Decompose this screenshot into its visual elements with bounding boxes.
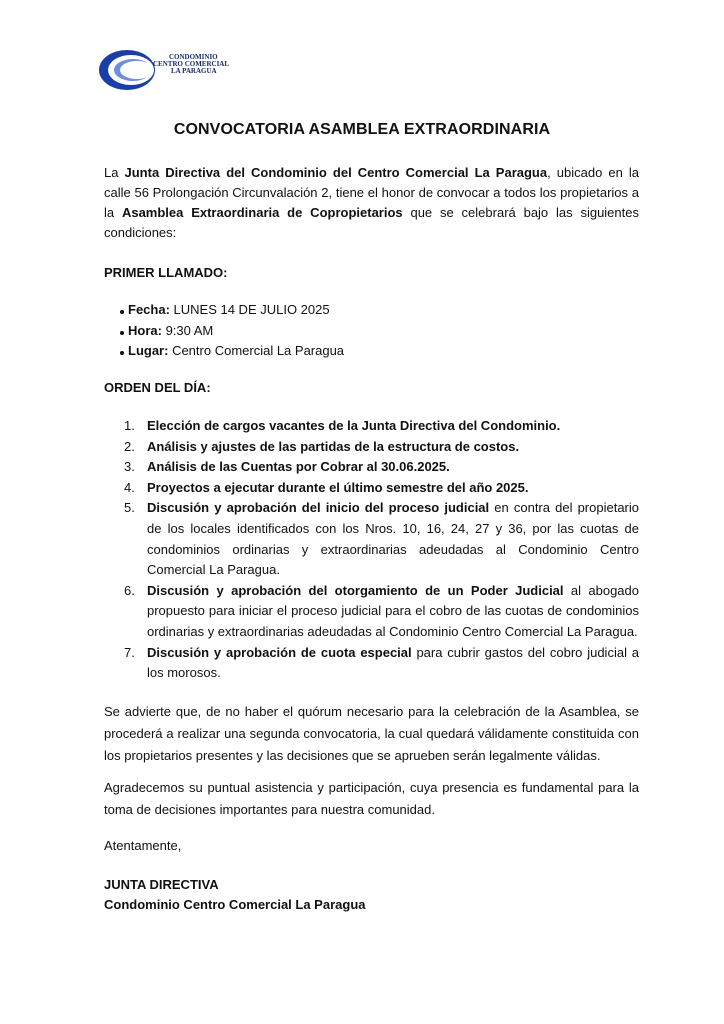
closing-salutation: Atentamente, [104,838,182,853]
agenda-item-3 [104,457,639,478]
agenda-number: 4. [124,479,135,495]
primer-llamado-list [104,300,639,362]
lugar-value: Centro Comercial La Paragua [168,343,345,358]
document-title: CONVOCATORIA ASAMBLEA EXTRAORDINARIA [173,121,551,138]
primer-llamado-heading: PRIMER LLAMADO: [104,265,228,280]
list-item-hora [104,321,639,342]
intro-text-1: La [104,165,125,180]
condominio-logo [97,46,232,94]
agenda-bold: Discusión y aprobación del inicio del proceso judicial [147,500,490,516]
agenda-rest: para cubrir gastos del cobro judicial a los morosos. [147,644,639,681]
agenda-item-7 [104,643,639,684]
intro-text-2: , ubicado en la calle 56 Prolongación Circunvalación 2, tiene el honor de convocar a todos los propietarios a la [104,165,639,220]
logo-swoosh-icon [97,46,157,94]
bullet-icon [104,341,128,362]
fecha-label: Fecha: [128,302,170,317]
hora-label: Hora: [128,322,162,338]
agenda-bold: Análisis y ajustes de las partidas de la estructura de costos. [147,438,520,454]
agenda-item-6 [104,581,639,643]
intro-paragraph [104,163,639,243]
agenda-number: 7. [124,644,135,660]
agenda-bold: Proyectos a ejecutar durante el último semestre del año 2025. [147,479,529,495]
agenda-bold: Discusión y aprobación de cuota especial [147,644,412,660]
agenda-number: 3. [124,459,135,475]
agenda-bold: Análisis de las Cuentas por Cobrar al 30.06.2025. [147,459,450,475]
agenda-number: 1. [124,418,135,433]
signature-line-2: Condominio Centro Comercial La Paragua [104,897,366,912]
agenda-bold: Elección de cargos vacantes de la Junta Directiva del Condominio. [147,418,561,433]
agenda-item-1 [104,416,639,437]
agenda-bold: Discusión y aprobación del otorgamiento de un Poder Judicial [147,582,564,598]
agenda-rest: en contra del propietario de los locales identificados con los Nros. 10, 16, 24, 27 y 36, por las cuotas de condominios ordinarias y extraordinarias adeudadas al Condominio Centro Comercial La Paragua. [147,500,640,578]
logo-text [149,54,233,75]
logo-line-1: CONDOMINIO [169,53,218,61]
intro-bold-1: Junta Directiva del Condominio del Centro Comercial La Paragua [124,165,548,180]
hora-value: 9:30 AM [161,322,214,338]
logo-line-2: CENTRO COMERCIAL [153,60,230,68]
signature-line-1: JUNTA DIRECTIVA [104,877,219,892]
orden-del-dia-list [104,416,639,684]
agenda-item-4 [104,478,639,499]
list-item-lugar [104,341,639,362]
agenda-number: 6. [124,582,135,598]
agenda-number: 2. [124,438,135,454]
thanks-paragraph: Agradecemos su puntual asistencia y participación, cuya presencia es fundamental para la toma de decisiones importantes para nuestra comunidad. [104,780,639,817]
fecha-value: LUNES 14 DE JULIO 2025 [169,302,330,317]
intro-text-3: que se celebrará bajo las siguientes condiciones: [104,205,639,240]
list-item-fecha [104,300,639,321]
bullet-icon [104,321,128,342]
logo-line-3: LA PARAGUA [171,67,217,75]
agenda-item-5 [104,498,639,580]
intro-bold-2: Asamblea Extraordinaria de Copropietarios [121,205,403,220]
lugar-label: Lugar: [128,343,169,358]
orden-del-dia-heading: ORDEN DEL DÍA: [104,380,211,395]
agenda-rest: al abogado propuesto para iniciar el proceso judicial para el cobro de las cuotas de condominios ordinarias y extraordinarias adeudadas al Condominio Centro Comercial La Paragua. [147,582,640,639]
agenda-item-2 [104,437,639,458]
agenda-number: 5. [124,500,135,516]
quorum-notice-paragraph: Se advierte que, de no haber el quórum necesario para la celebración de la Asamblea, se procederá a realizar una segunda convocatoria, la cual quedará válidamente constituida con los propietarios presentes y las decisiones que se aprueben serán legalmente válidas. [104,704,639,763]
bullet-icon [104,300,128,321]
